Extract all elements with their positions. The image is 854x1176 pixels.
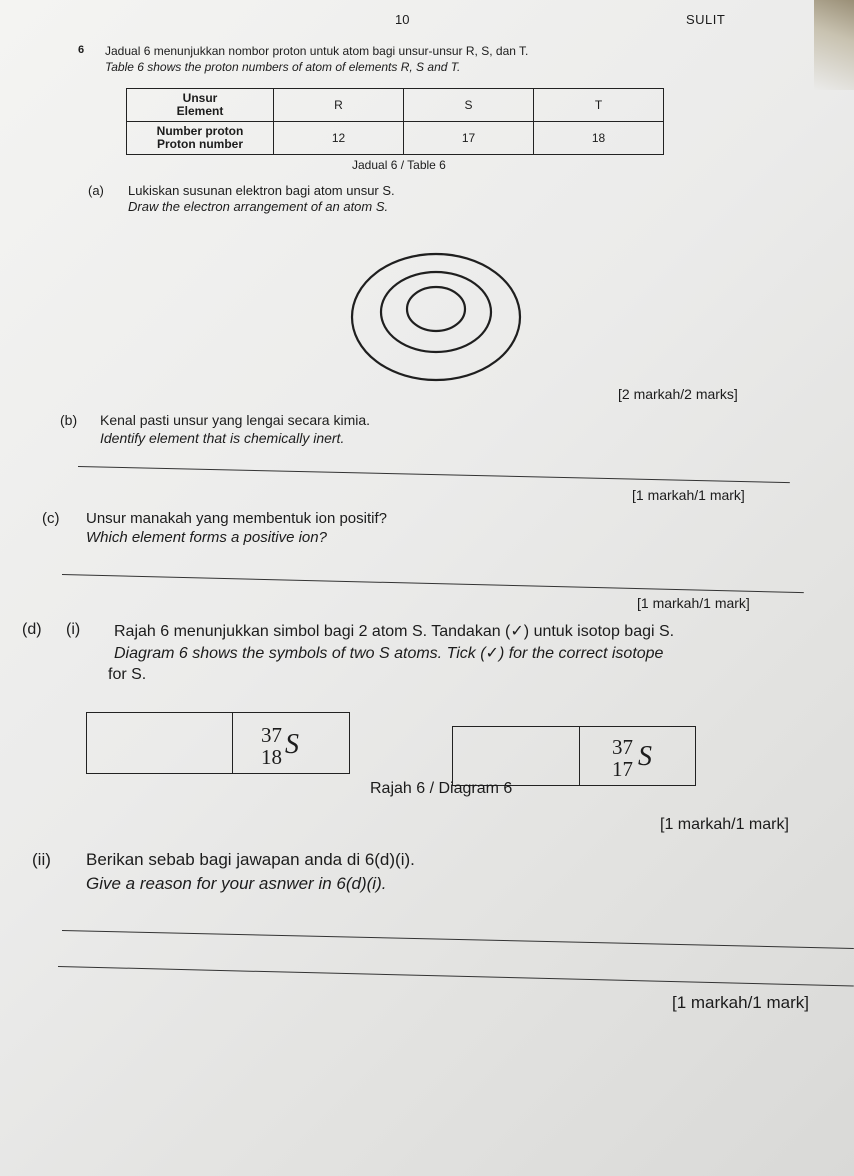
part-c-text-en: Which element forms a positive ion? [86, 529, 327, 546]
part-d-label: (d) [22, 621, 42, 638]
part-a-text-bm: Lukiskan susunan elektron bagi atom unsur S. [128, 183, 395, 198]
proton-number-table [126, 88, 664, 155]
part-b-text-bm: Kenal pasti unsur yang lengai secara kimia. [100, 412, 371, 428]
header-element-en: Element [176, 104, 224, 118]
question-number: 6 [78, 44, 85, 56]
table-row [127, 122, 664, 155]
isotope-symbol-2 [580, 727, 695, 785]
header-element-bm: Unsur [182, 91, 218, 105]
part-c-marks: [1 markah/1 mark] [637, 595, 750, 611]
part-a-text-en: Draw the electron arrangement of an atom S. [128, 199, 389, 214]
part-d-i-marks: [1 markah/1 mark] [660, 816, 789, 833]
table-cell-proton: 12 [274, 122, 404, 155]
page-number: 10 [395, 12, 410, 27]
part-c-label: (c) [42, 510, 60, 527]
part-b-label: (b) [60, 412, 78, 428]
isotope-1-atomic-number: 18 [261, 745, 282, 769]
header-proton-en: Proton number [157, 137, 243, 151]
diagram-caption: Rajah 6 / Diagram 6 [370, 780, 513, 797]
table-cell-element: S [404, 89, 534, 122]
electron-shell-diagram[interactable] [350, 250, 530, 385]
isotope-2-atomic-number: 17 [612, 757, 633, 781]
isotope-symbol-1 [233, 713, 349, 773]
isotope-option-1 [86, 712, 350, 774]
answer-line[interactable] [62, 930, 854, 949]
tick-box-1[interactable] [87, 713, 233, 773]
part-d-ii-text-bm: Berikan sebab bagi jawapan anda di 6(d)(i). [86, 850, 415, 869]
tick-box-2[interactable] [453, 727, 580, 785]
answer-line[interactable] [62, 574, 804, 593]
part-d-i-text-en-line1: Diagram 6 shows the symbols of two S atoms. Tick (✓) for the correct isotope [114, 645, 664, 662]
part-d-i-text-en-line2: for S. [108, 666, 147, 683]
page-corner-shadow [814, 0, 854, 90]
part-b-marks: [1 markah/1 mark] [632, 487, 745, 503]
table-cell-proton: 18 [534, 122, 664, 155]
nucleus [407, 287, 465, 331]
part-d-ii-marks: [1 markah/1 mark] [672, 993, 809, 1012]
isotope-1-mass-number: 37 [261, 723, 282, 747]
isotope-1-symbol: S [285, 729, 299, 760]
table-header-proton [127, 122, 274, 155]
isotope-option-2 [452, 726, 696, 786]
table-row [127, 89, 664, 122]
table-caption: Jadual 6 / Table 6 [352, 158, 446, 172]
part-c-text-bm: Unsur manakah yang membentuk ion positif? [86, 510, 387, 527]
answer-line[interactable] [78, 466, 790, 483]
part-d-i-text-bm: Rajah 6 menunjukkan simbol bagi 2 atom S. Tandakan (✓) untuk isotop bagi S. [114, 623, 675, 640]
classification-label: SULIT [686, 12, 726, 27]
part-b-text-en: Identify element that is chemically inert. [100, 430, 345, 446]
table-cell-proton: 17 [404, 122, 534, 155]
isotope-2-mass-number: 37 [612, 735, 633, 759]
part-a-marks: [2 markah/2 marks] [618, 386, 738, 402]
table-cell-element: R [274, 89, 404, 122]
part-d-ii-label: (ii) [32, 850, 51, 869]
isotope-2-symbol: S [638, 741, 652, 772]
question-intro-bm: Jadual 6 menunjukkan nombor proton untuk atom bagi unsur-unsur R, S, dan T. [105, 44, 529, 58]
question-intro-en: Table 6 shows the proton numbers of atom of elements R, S and T. [105, 60, 461, 74]
part-d-ii-text-en: Give a reason for your asnwer in 6(d)(i). [86, 874, 387, 893]
answer-line[interactable] [58, 966, 854, 986]
header-proton-bm: Number proton [156, 124, 244, 138]
part-a-label: (a) [88, 183, 104, 198]
table-header-element [127, 89, 274, 122]
part-d-i-label: (i) [66, 621, 81, 638]
middle-shell [381, 272, 491, 352]
table-cell-element: T [534, 89, 664, 122]
